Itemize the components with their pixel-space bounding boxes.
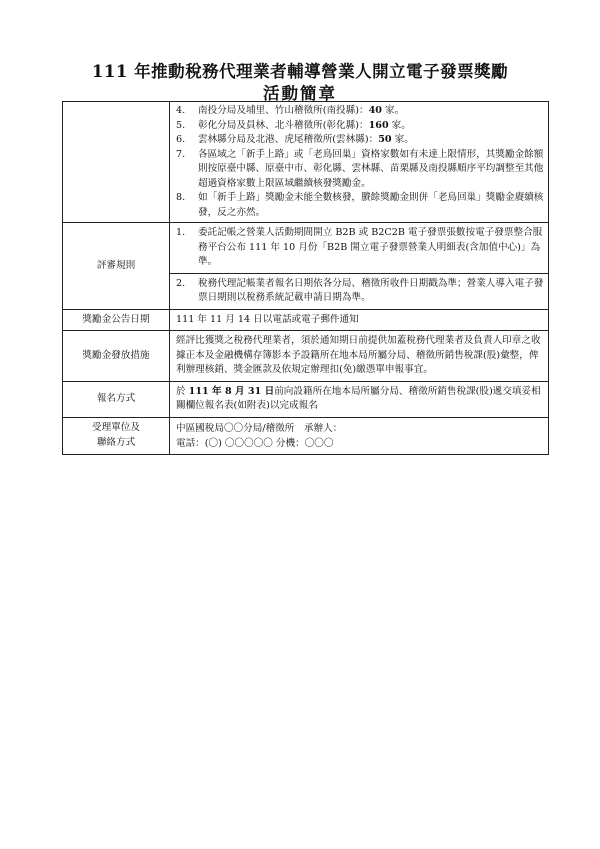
review-rules-cell [170, 223, 549, 310]
continued-items-cell [170, 102, 549, 223]
table-row-contact [63, 417, 549, 454]
list-item [176, 104, 544, 119]
item-number: 2. [176, 277, 186, 289]
item-number: 4. [176, 105, 186, 116]
item-number: 5. [176, 119, 186, 131]
item-count: 160 [368, 119, 389, 131]
contact-cell [170, 417, 549, 454]
register-text-post: 前向設籍所在地本局所屬分局、稽徵所銷售稅課(股)遞交填妥相關欄位報名表(如附表)以完成報名 [176, 385, 541, 411]
payment-text: 經評比獲獎之稅務代理業者，須於通知期日前提供加蓋稅務代理業者及負責人印章之收據正本及金融機構存簿影本予設籍所在地本局所屬分局、稽徵所銷售稅課(股)彙整，俾利辦理核銷、獎金匯款及依規定辦理扣(免)繳憑單申報事宜。 [176, 335, 541, 375]
register-text-pre: 於 [176, 385, 189, 397]
document-title: 111 年推動稅務代理業者輔導營業人開立電子發票獎勵 [91, 62, 509, 81]
contact-label-line2: 聯絡方式 [96, 436, 136, 448]
register-label: 報名方式 [63, 381, 170, 417]
item-number: 1. [176, 227, 186, 238]
item-text: 雲林縣分局及北港、虎尾稽徵所(雲林縣)： [198, 134, 379, 145]
contact-office: 中區國稅局〇〇分局/稽徵所 承辦人： [176, 422, 343, 434]
contact-label-line1: 受理單位及 [92, 422, 140, 433]
payment-label: 獎勵金發放措施 [63, 331, 170, 382]
item-unit: 家。 [388, 119, 411, 131]
register-deadline: 111 年 8 月 31 日 [188, 385, 275, 397]
item-number: 6. [176, 134, 186, 145]
item-text: 委託記帳之營業人活動期間開立 B2B 或 B2C2B 電子發票張數按電子發票整合服務平台公布 111 年 10 月份「B2B 開立電子發票營業人明細表(含加值中心)」為準。 [198, 227, 543, 267]
item-unit: 家。 [381, 105, 405, 116]
register-cell [170, 381, 549, 417]
list-item [170, 223, 548, 273]
item-number: 7. [176, 148, 186, 160]
info-table [62, 101, 549, 455]
list-item [176, 119, 544, 134]
announce-date-text: 111 年 11 月 14 日以電話或電子郵件通知 [176, 313, 359, 325]
item-text: 各區域之「新手上路」或「老鳥回巢」資格家數如有未達上限情形，其獎勵金餘額則按原臺中縣、原臺中市、彰化縣、雲林縣、苗栗縣及南投縣順序平均調整至其他超過資格家數上限區域繼續核發獎勵金。 [198, 148, 544, 189]
table-row-register [63, 381, 549, 417]
item-text: 稅務代理記帳業者報名日期依各分局、稽徵所收件日期戳為準；營業人導入電子發票日期則以稅務系統記載申請日期為準。 [198, 277, 544, 303]
review-rules-label: 評審規則 [63, 223, 170, 310]
payment-cell [170, 331, 549, 382]
item-count: 50 [378, 134, 392, 145]
contact-label [63, 417, 170, 454]
announce-date-cell [170, 309, 549, 331]
row-label-empty [63, 102, 170, 223]
list-item [170, 273, 548, 309]
table-row-continued [63, 102, 549, 223]
table-row-announce [63, 309, 549, 331]
list-item [176, 133, 544, 148]
list-item [176, 148, 544, 192]
item-unit: 家。 [391, 134, 414, 145]
item-text: 如「新手上路」獎勵金未能全數核發，賸餘獎勵金則併「老鳥回巢」獎勵金賡續核發，反之亦然。 [198, 192, 544, 218]
list-item [176, 191, 544, 220]
item-text: 南投分局及埔里、竹山稽徵所(南投縣)： [198, 105, 369, 116]
document-subtitle: 活動簡章 [263, 84, 337, 103]
table-row-payment [63, 331, 549, 382]
contact-phone: 電話：(〇) 〇〇〇〇〇 分機：〇〇〇 [176, 437, 334, 449]
item-count: 40 [368, 105, 382, 116]
announce-date-label: 獎勵金公告日期 [63, 309, 170, 331]
item-text: 彰化分局及員林、北斗稽徵所(彰化縣)： [198, 119, 369, 131]
table-row-review [63, 223, 549, 310]
item-number: 8. [176, 192, 186, 203]
